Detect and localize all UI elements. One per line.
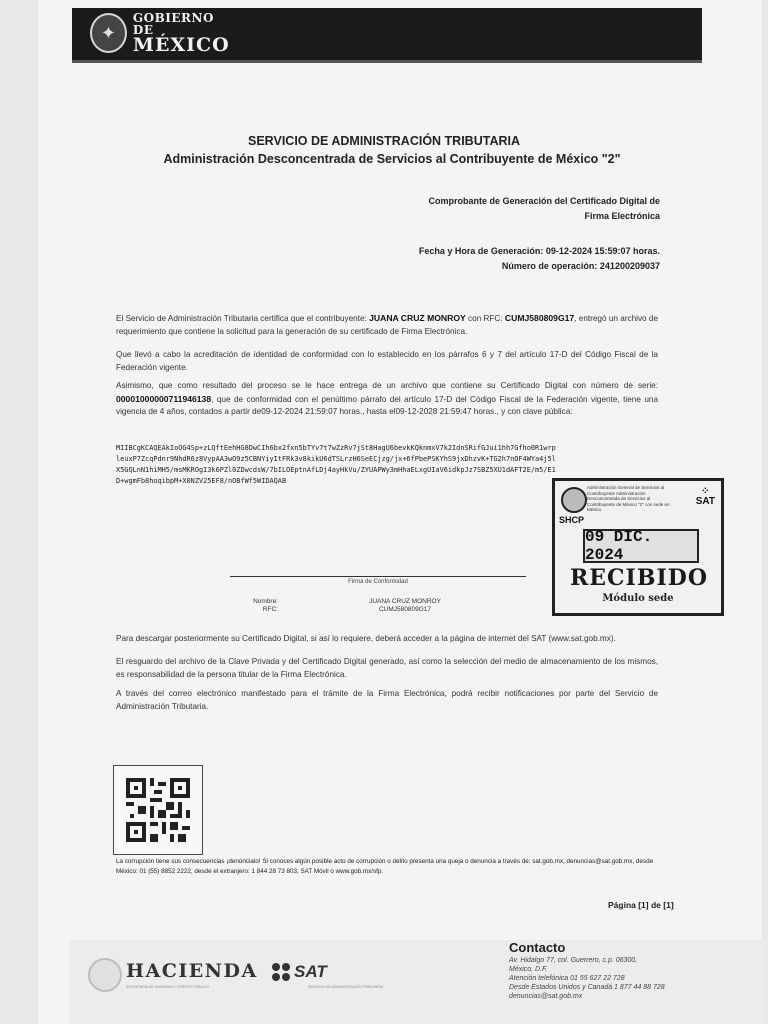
signature-line xyxy=(230,576,526,577)
p1-text-b: con RFC: xyxy=(465,314,505,323)
sat-subtitle: SERVICIO DE ADMINISTRACIÓN TRIBUTARIA xyxy=(308,985,384,989)
recibido-stamp xyxy=(552,478,724,616)
certificate-serial: 00001000000711946138 xyxy=(116,393,212,404)
public-key: MIIBCgKCAQEAkIoOG4Sp+zLQftEehHG8DwCIh6bx2fxn5bTYv7t7wZzRv7jSt8HagU6bevkKQknmxV7k2IdnSRifGJui1hh7Gfho0R1wrpleuxP7ZcqPdnr9NhdR6z8VypAA3wO9z5CBNYiyItFRk3v8kikU6dTSLrzH6SeECjzg/jx+6fPbePSKYhS9jxDhzvK+TG2h7nOF4WYa4j5lX5GQLnN1hiMH5/msMKROgI3k6PZl0ZDwcdsW/7bILOEptnAfLDj4ayHkVu/ZYUAPWy3mHhaELxgUIaV6idkpJz7SBZ5XU1dAFT2E/m5/E1D+wgmFb8hoqibpM+X0NZV25EF8/nOBfWf5WIDAQAB xyxy=(116,444,556,485)
operation-label: Número de operación: xyxy=(501,261,598,271)
rfc-label: RFC: xyxy=(262,606,278,613)
p3-text-a: Asimismo, que como resultado del proceso se le hace entrega de un archivo que contiene su Certificado Digital con número de serie: xyxy=(116,381,658,390)
sat-dots-icon xyxy=(272,963,290,981)
signature-labels xyxy=(238,598,278,614)
name-label: Nombre: xyxy=(253,598,278,605)
contact-line: Desde Estados Unidos y Canadá 1 877 44 88 728 xyxy=(509,984,665,991)
operation-value: 241200209037 xyxy=(599,261,660,271)
name-value: JUANA CRUZ MONROY xyxy=(369,598,441,605)
eagle-seal-icon: ✦ xyxy=(90,13,127,53)
paragraph-safekeeping: El resguardo del archivo de la Clave Privada y del Certificado Digital generado, así como la selección del medio de almacenamiento de los mismos, es responsabilidad de la persona titular de la Firma Electrónica. xyxy=(116,657,658,679)
stamp-recibido: RECIBIDO xyxy=(570,565,708,591)
agency-title: SERVICIO DE ADMINISTRACIÓN TRIBUTARIA xyxy=(248,134,520,148)
contact-email[interactable]: denuncias@sat.gob.mx xyxy=(509,993,583,1000)
paragraph-certification xyxy=(116,312,658,338)
hacienda-seal-icon xyxy=(88,958,122,992)
rfc-value: CUMJ580809G17 xyxy=(378,606,432,613)
office-title: Administración Desconcentrada de Servicios al Contribuyente de México "2" xyxy=(163,152,621,166)
contact-title: Contacto xyxy=(509,940,566,955)
stamp-small-text: Administración General de Servicios al Contribuyente Administración Desconcentrada de Servicios al Contribuyente de México "2" con sede en México xyxy=(587,485,670,512)
shcp-seal-icon xyxy=(561,487,587,513)
hacienda-subtitle: SECRETARÍA DE HACIENDA Y CRÉDITO PÚBLICO xyxy=(126,985,209,989)
comprobante-line-2: Firma Electrónica xyxy=(584,211,660,221)
corruption-notice: La corrupción tiene sus consecuencias ¡denúncialo! Si conoces algún posible acto de corrupción o delito presenta una queja o denuncia a través de: sat.gob.mx, denuncias@sat.gob.mx, desde México: 01 (55) 8852 2222, desde el extranjero: 1 844 28 73 803, SAT Móvil o www.gob.mx/sfp. xyxy=(116,858,654,875)
signature-values xyxy=(350,598,460,614)
qr-code xyxy=(113,765,203,855)
p3-text-b: , que de conformidad con el penúltimo párrafo del artículo 17-D del Código Fiscal de la Federación vigente, tiene una vigencia de 4 años, contados a partir de09-12-2024 21:59:07 horas., hasta el09-12-2028 21:59:47 horas., y con clave pública: xyxy=(116,394,658,416)
contact-line: México, D.F. xyxy=(509,966,548,973)
government-header xyxy=(72,8,702,63)
page-number: Página [1] de [1] xyxy=(608,900,674,910)
hacienda-logo: HACIENDA xyxy=(126,960,258,982)
paragraph-notifications: A través del correo electrónico manifestado para el trámite de la Firma Electrónica, podrá recibir notificaciones por parte del Servicio de Administración Tributaria. xyxy=(116,689,658,711)
stamp-shcp: SHCP xyxy=(559,515,585,525)
generation-info xyxy=(419,244,660,274)
qr-code-icon xyxy=(126,778,190,842)
p1-text-a: El Servicio de Administración Tributaria certifica que el contribuyente: xyxy=(116,314,370,323)
sat-logo-text: SAT xyxy=(294,962,327,981)
paragraph-identity: Que llevó a cabo la acreditación de identidad de conformidad con lo establecido en los párrafos 6 y 7 del artículo 17-D del Código Fiscal de la Federación vigente. xyxy=(116,350,658,372)
p1-text-c: , entregó un archivo de requerimiento que contiene la solicitud para la generación de su certificado de Firma Electrónica. xyxy=(116,314,658,336)
signature-caption: Firma de Conformidad xyxy=(348,579,408,585)
gobierno-mexico-logo xyxy=(90,12,230,54)
contact-line: Av. Hidalgo 77, col. Guerrero, c.p. 06300, xyxy=(509,957,638,964)
paragraph-certificate xyxy=(116,380,658,419)
datetime-label: Fecha y Hora de Generación: xyxy=(418,246,544,256)
contact-lines xyxy=(509,956,729,1001)
taxpayer-rfc: CUMJ580809G17 xyxy=(504,313,575,323)
contact-line: Atención telefónica 01 55 627 22 728 xyxy=(509,975,625,982)
logo-line-1: GOBIERNO DE xyxy=(132,10,214,37)
paragraph-download: Para descargar posteriormente su Certificado Digital, si así lo requiere, deberá acceder a la página de internet del SAT (www.sat.gob.mx). xyxy=(116,634,616,643)
taxpayer-name: JUANA CRUZ MONROY xyxy=(369,313,466,323)
logo-line-2: MÉXICO xyxy=(132,33,230,56)
comprobante-line-1: Comprobante de Generación del Certificado Digital de xyxy=(428,196,660,206)
sat-logo xyxy=(272,962,327,982)
stamp-modulo: Módulo sede xyxy=(602,593,674,604)
operation-number xyxy=(419,259,660,274)
stamp-sat-text: SAT xyxy=(695,496,715,507)
stamp-sat-logo: ⁘ SAT xyxy=(695,486,715,507)
generation-datetime xyxy=(419,244,660,259)
stamp-date: 09 DIC. 2024 xyxy=(583,529,699,563)
datetime-value: 09-12-2024 15:59:07 horas. xyxy=(545,246,660,256)
comprobante-heading xyxy=(428,194,660,224)
